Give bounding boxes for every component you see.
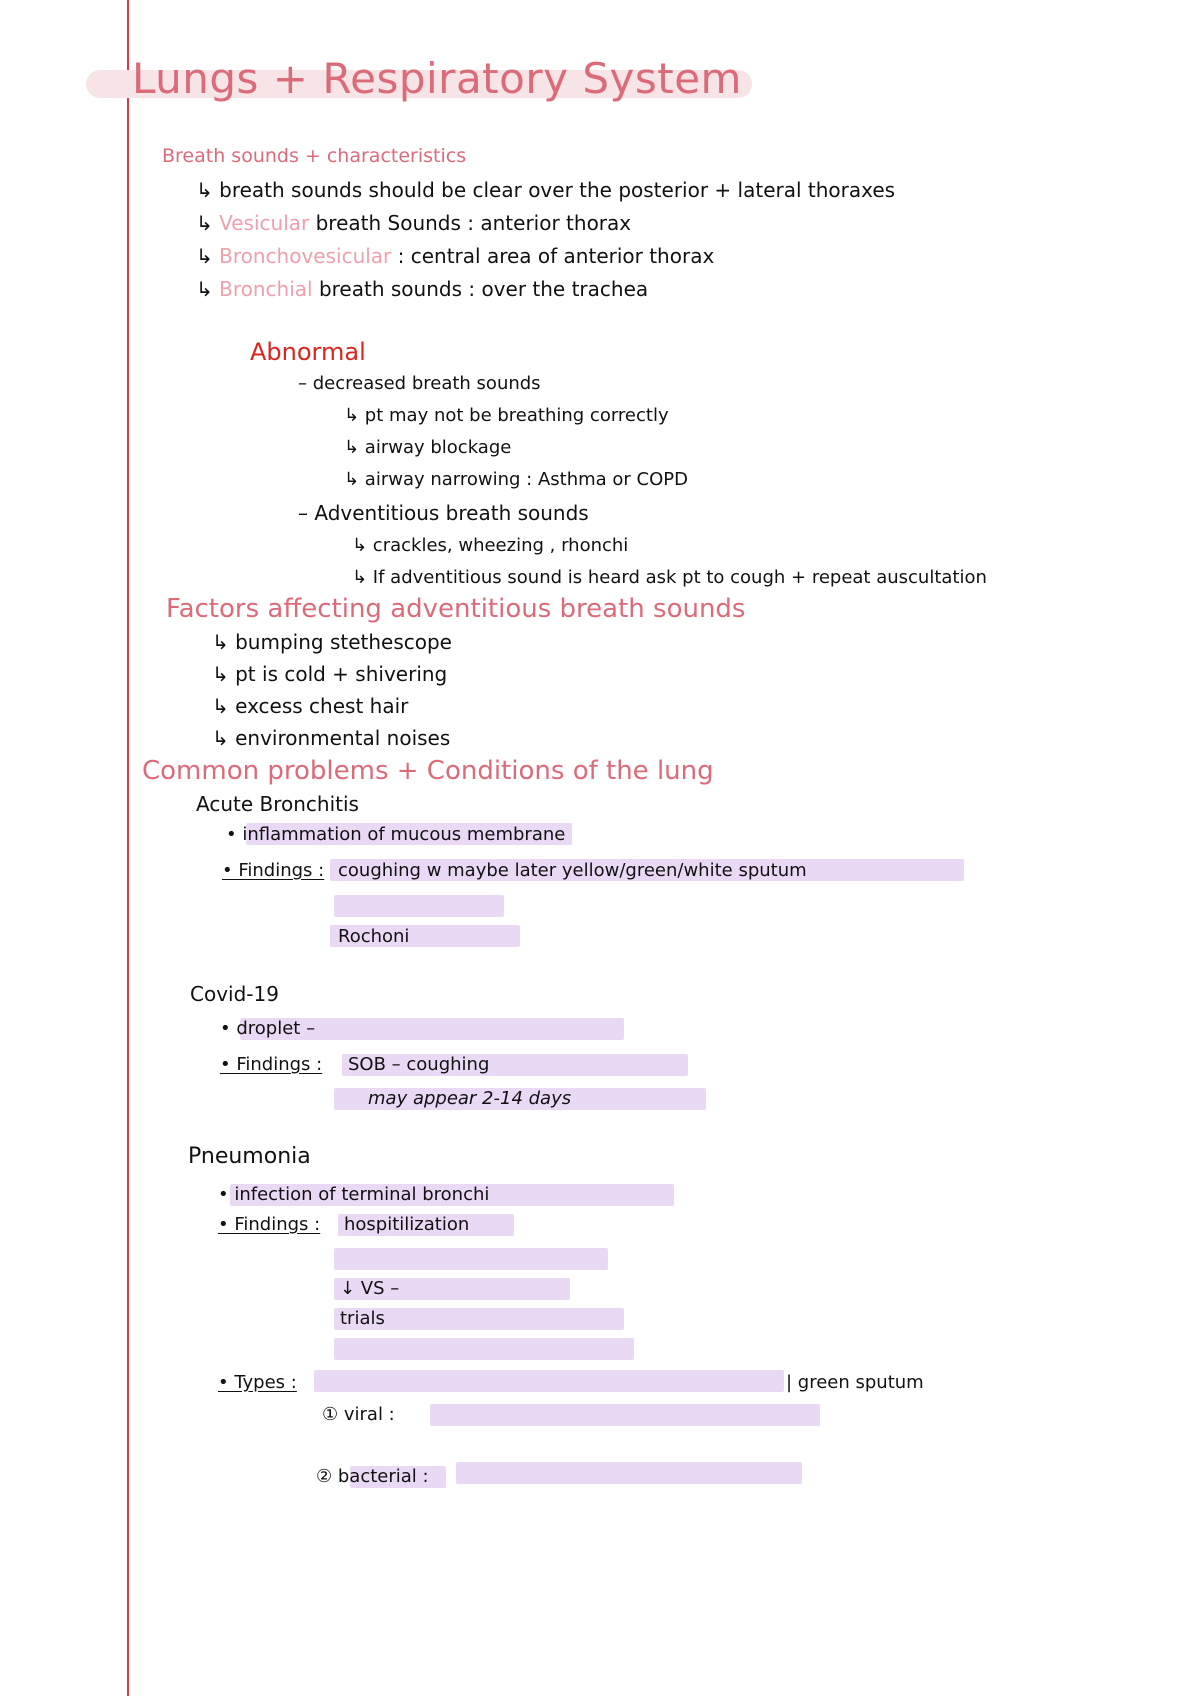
breath-item-1: [196, 180, 895, 200]
page-margin-line: [127, 0, 129, 1696]
factor-item-4: ↳ environmental noises: [212, 726, 451, 750]
highlight-bar: [430, 1404, 820, 1426]
abnormal-heading: Abnormal: [250, 338, 366, 366]
pneumonia-trials: trials: [340, 1308, 385, 1329]
breath-item-label: Bronchovesicular: [219, 244, 392, 268]
acute-bronchitis-findings: coughing w maybe later yellow/green/white sputum: [338, 860, 807, 881]
covid-extra: may appear 2-14 days: [368, 1088, 572, 1109]
acute-bronchitis-title: Acute Bronchitis: [196, 792, 359, 816]
highlight-bar: [334, 895, 504, 917]
adventitious-breath-sounds: – Adventitious breath sounds: [298, 501, 589, 525]
breath-sounds-heading: Breath sounds + characteristics: [162, 145, 467, 167]
covid-findings-label: • Findings :: [220, 1054, 323, 1075]
highlight-bar: [314, 1370, 784, 1392]
breath-item-label: Bronchial: [219, 277, 313, 301]
acute-bronchitis-extra: Rochoni: [338, 926, 410, 947]
conditions-heading: Common problems + Conditions of the lung: [142, 756, 714, 786]
arrow-icon: ↳: [196, 211, 213, 235]
adventitious-item-1: ↳ crackles, wheezing , rhonchi: [352, 535, 629, 556]
pneumonia-bullet: • infection of terminal bronchi: [218, 1184, 490, 1205]
factors-heading: Factors affecting adventitious breath sounds: [166, 594, 746, 624]
arrow-icon: ↳: [196, 277, 213, 301]
breath-item-4: [196, 279, 648, 299]
highlight-bar: [334, 1248, 608, 1270]
breath-item-text: : central area of anterior thorax: [397, 244, 715, 268]
covid-bullet: • droplet –: [220, 1018, 316, 1039]
pneumonia-vs: ↓ VS –: [340, 1278, 400, 1299]
decreased-breath-sounds: – decreased breath sounds: [298, 373, 541, 394]
breath-item-3: [196, 246, 714, 266]
covid-title: Covid-19: [190, 982, 279, 1006]
factor-item-1: ↳ bumping stethescope: [212, 630, 452, 654]
covid-findings: SOB – coughing: [348, 1054, 490, 1075]
highlight-bar: [456, 1462, 802, 1484]
pneumonia-findings-label: • Findings :: [218, 1214, 321, 1235]
factor-item-3: ↳ excess chest hair: [212, 694, 409, 718]
breath-item-text: breath sounds : over the trachea: [318, 277, 649, 301]
adventitious-item-2: ↳ If adventitious sound is heard ask pt to cough + repeat auscultation: [352, 567, 987, 588]
decreased-item-3: ↳ airway narrowing : Asthma or COPD: [344, 469, 688, 490]
breath-item-text: breath Sounds : anterior thorax: [315, 211, 632, 235]
pneumonia-type-viral: ① viral :: [322, 1404, 395, 1425]
breath-item-label: Vesicular: [219, 211, 310, 235]
arrow-icon: ↳: [196, 244, 213, 268]
page-title: Lungs + Respiratory System: [132, 54, 742, 103]
breath-item-2: [196, 213, 631, 233]
arrow-icon: ↳: [196, 178, 213, 202]
highlight-bar: [334, 1338, 634, 1360]
pneumonia-type-bacterial: ② bacterial :: [316, 1466, 429, 1487]
breath-item-text: breath sounds should be clear over the posterior + lateral thoraxes: [219, 178, 896, 202]
decreased-item-2: ↳ airway blockage: [344, 437, 512, 458]
pneumonia-title: Pneumonia: [188, 1144, 311, 1169]
pneumonia-types-label: • Types :: [218, 1372, 297, 1393]
acute-bronchitis-findings-label: • Findings :: [222, 860, 325, 881]
decreased-item-1: ↳ pt may not be breathing correctly: [344, 405, 669, 426]
pneumonia-types-note: | green sputum: [786, 1372, 924, 1393]
acute-bronchitis-bullet: • inflammation of mucous membrane: [226, 824, 566, 845]
pneumonia-findings: hospitilization: [344, 1214, 470, 1235]
factor-item-2: ↳ pt is cold + shivering: [212, 662, 448, 686]
